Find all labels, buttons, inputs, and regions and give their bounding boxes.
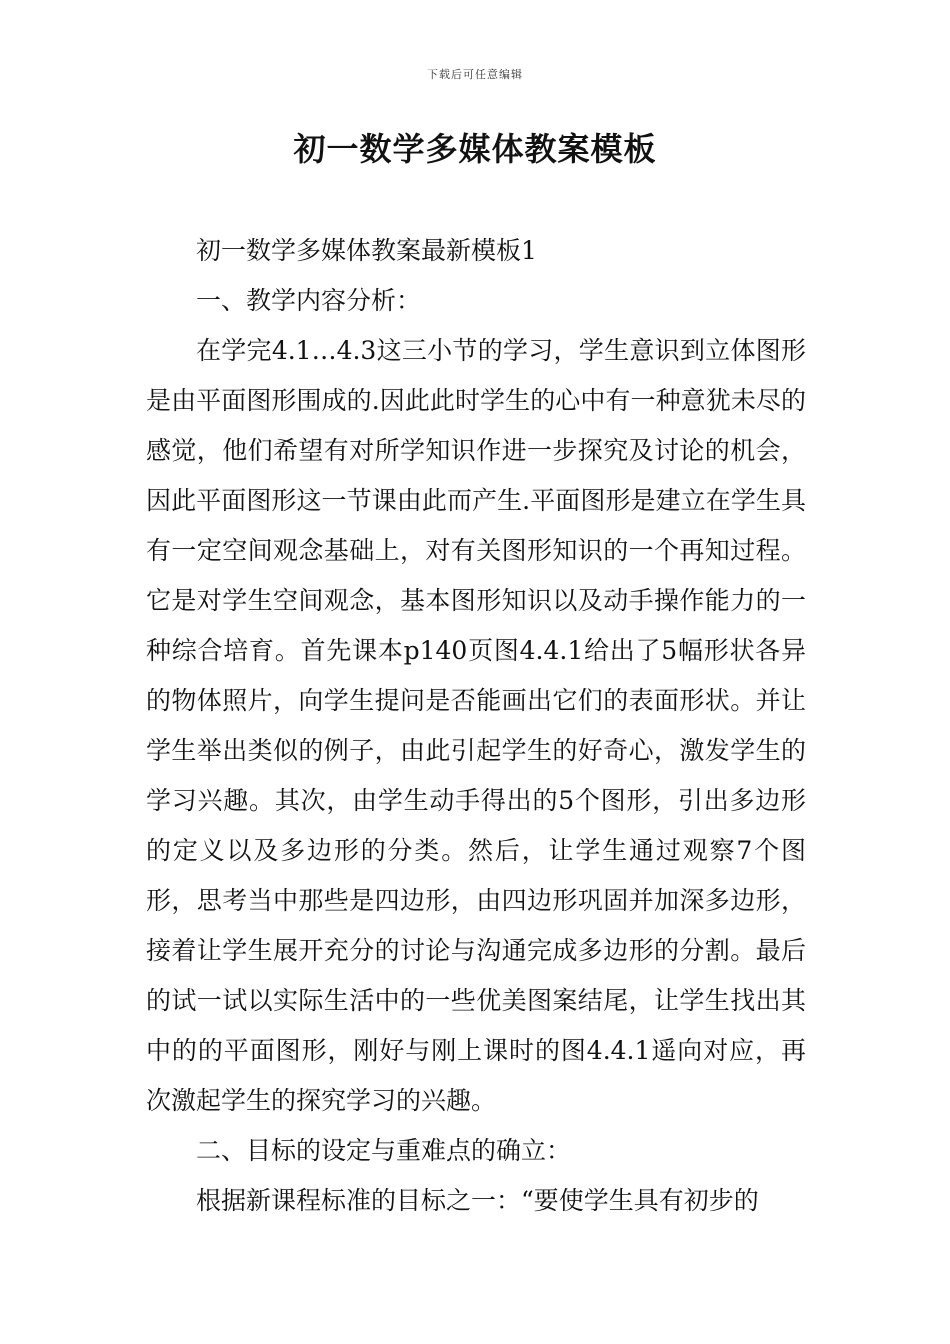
document-body: [146, 226, 806, 1226]
paragraph-heading-1: 一、教学内容分析：: [196, 286, 422, 315]
paragraph-subtitle: 初一数学多媒体教案最新模板1: [196, 236, 537, 265]
header-note: 下载后可任意编辑: [427, 68, 523, 81]
paragraph-heading-2: 二、目标的设定与重难点的确立：: [196, 1136, 572, 1165]
document-title: 初一数学多媒体教案模板: [293, 130, 657, 168]
paragraph-content-1: 在学完4.1…4.3这三小节的学习，学生意识到立体图形是由平面图形围成的.因此此时学生的心中有一种意犹未尽的感觉，他们希望有对所学知识作进一步探究及讨论的机会，因此平面图形这一节课由此而产生.平面图形是建立在学生具有一定空间观念基础上，对有关图形知识的一个再知过程。它是对学生空间观念，基本图形知识以及动手操作能力的一种综合培育。首先课本p140页图4.4.1给出了5幅形状各异的物体照片，向学生提问是否能画出它们的表面形状。并让学生举出类似的例子，由此引起学生的好奇心，激发学生的学习兴趣。其次，由学生动手得出的5个图形，引出多边形的定义以及多边形的分类。然后，让学生通过观察7个图形，思考当中那些是四边形，由四边形巩固并加深多边形，接着让学生展开充分的讨论与沟通完成多边形的分割。最后的试一试以实际生活中的一些优美图案结尾，让学生找出其中的的平面图形，刚好与刚上课时的图4.4.1遥向对应，再次激起学生的探究学习的兴趣。: [146, 336, 806, 1115]
paragraph-content-2: 根据新课程标准的目标之一：“要使学生具有初步的: [196, 1186, 759, 1215]
